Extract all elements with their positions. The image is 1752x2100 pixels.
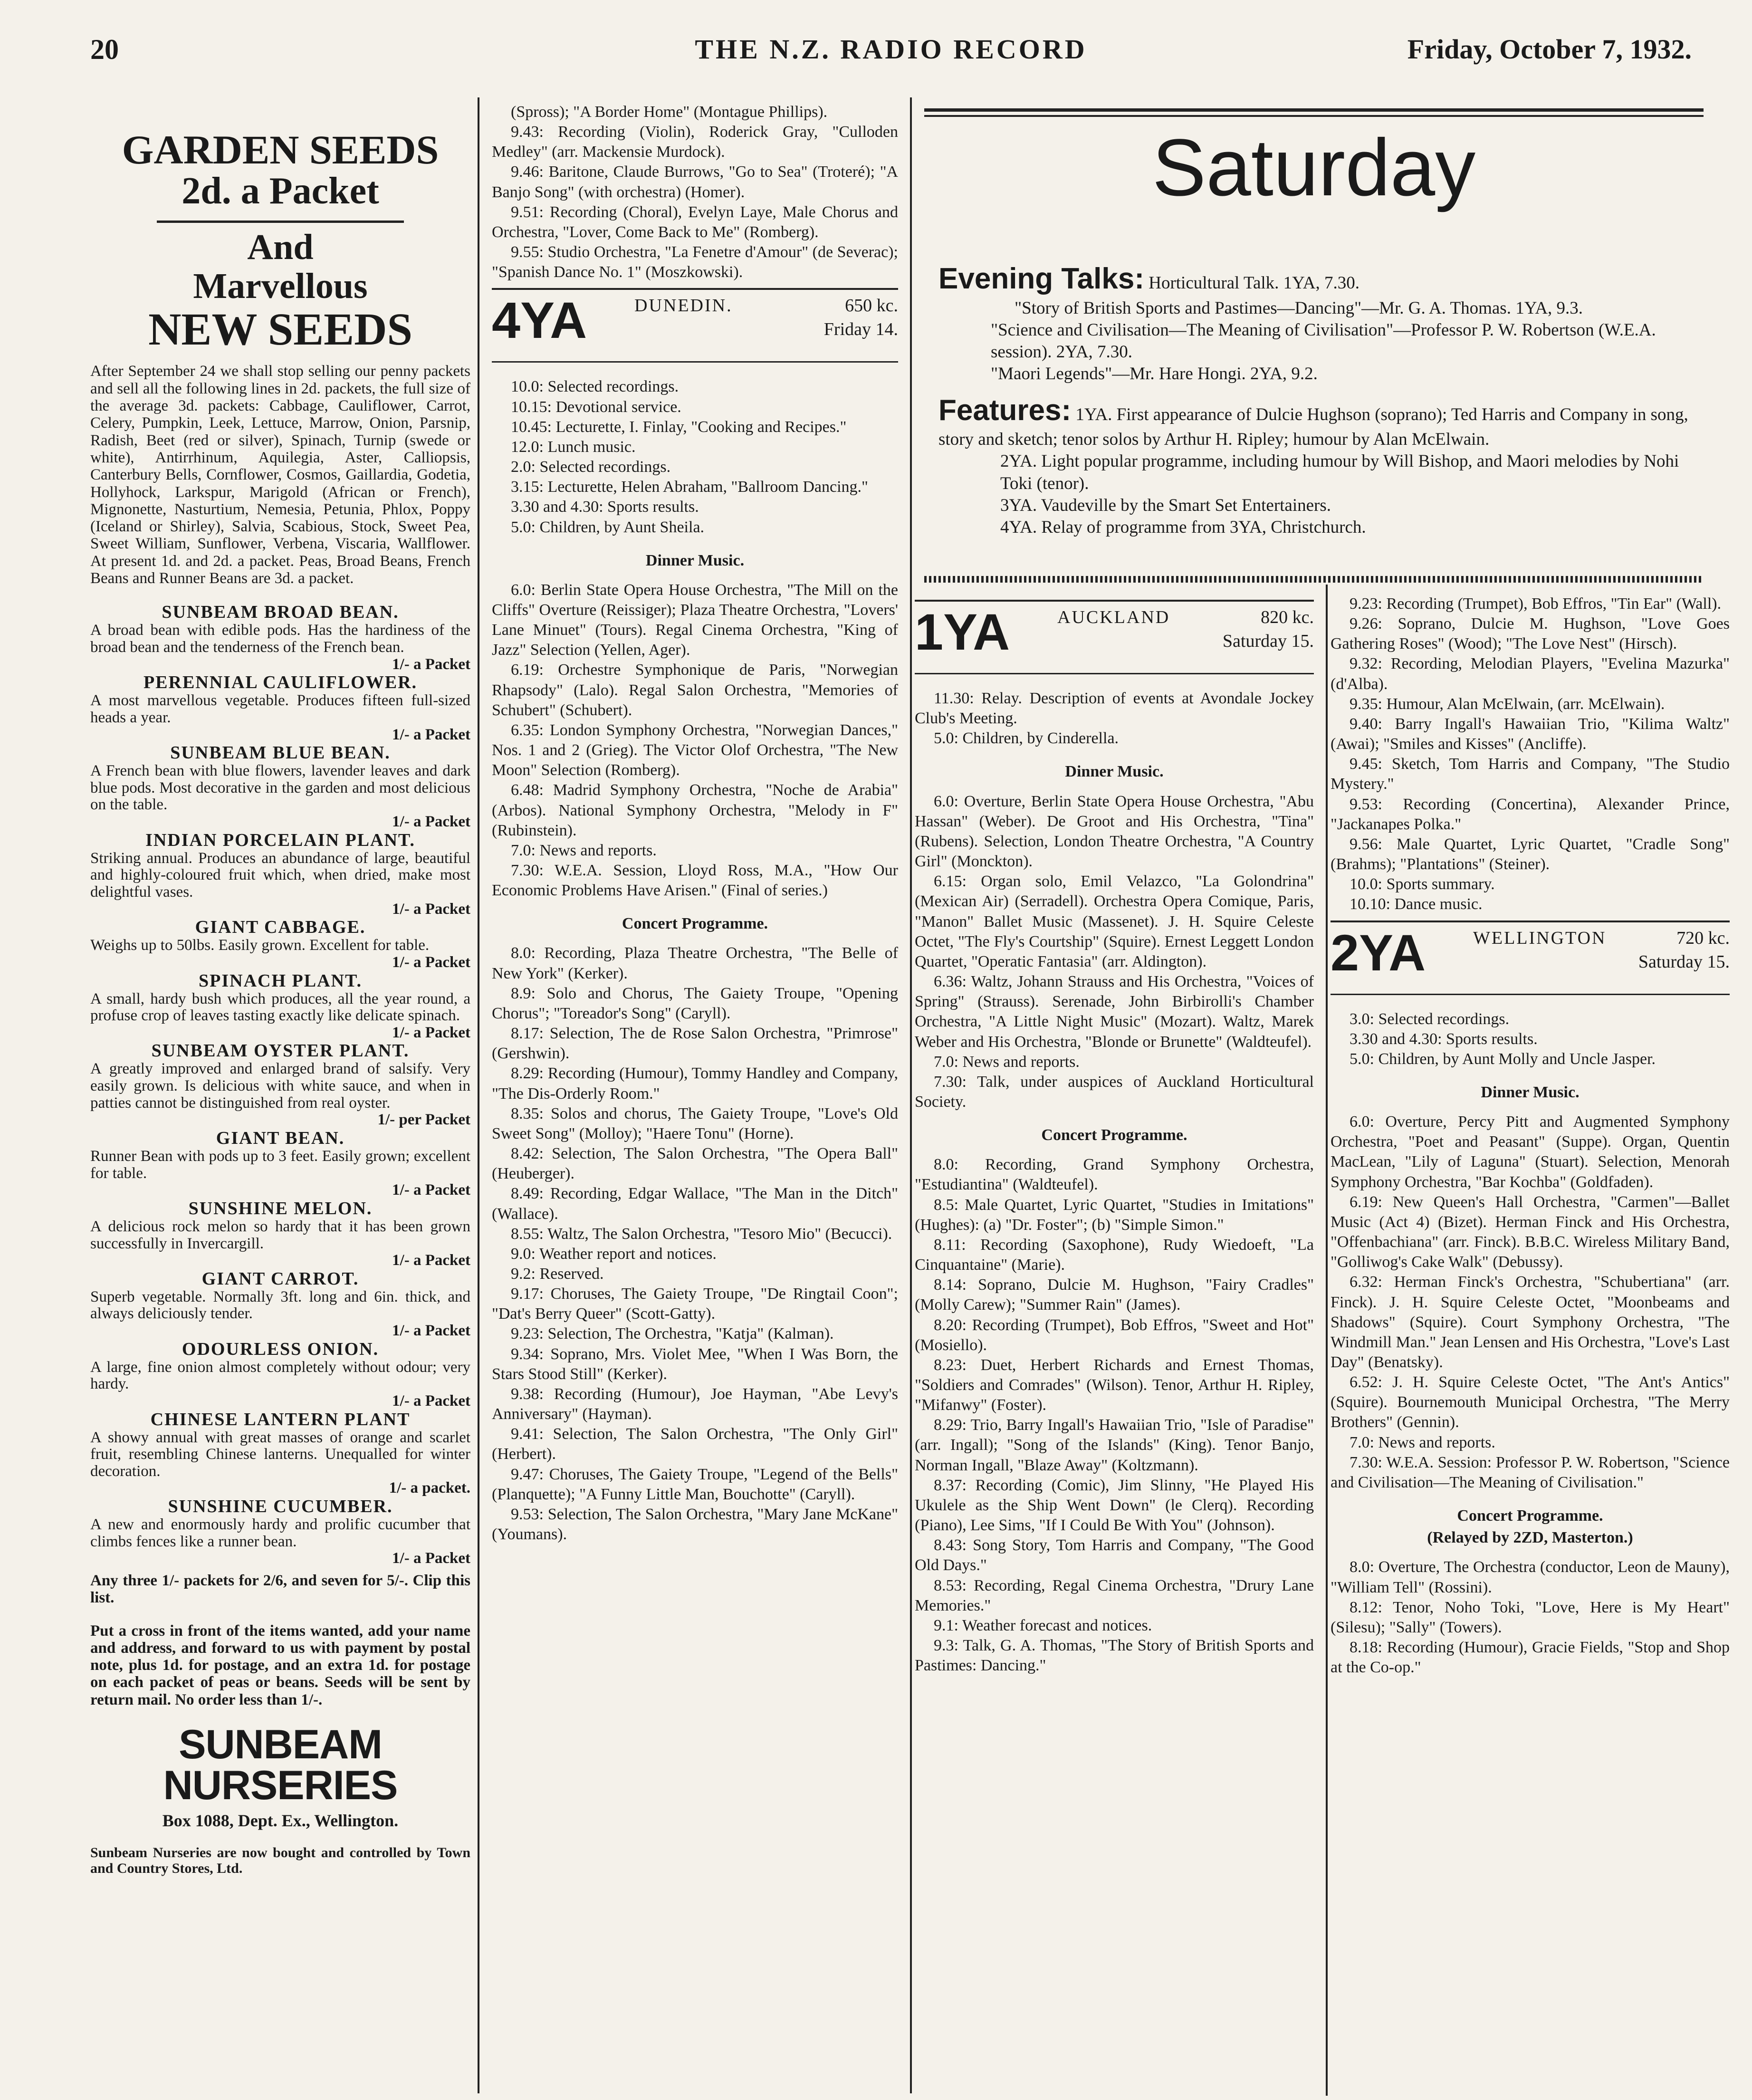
product-price: 1/- a Packet [392,953,470,971]
issue-date: Friday, October 7, 1932. [1407,34,1692,65]
concert-listing [492,943,898,1544]
ad-and: And [247,227,314,268]
programme-entry: 9.2: Reserved. [511,1265,604,1283]
programme-entry: 9.55: Studio Orchestra, "La Fenetre d'Amour" (de Severac); "Spanish Dance No. 1" (Moszkowski). [492,243,898,281]
programme-entry: 3.15: Lecturette, Helen Abraham, "Ballroom Dancing." [511,478,868,496]
talk-item: "Maori Legends"—Mr. Hare Hongi. 2YA, 9.2. [991,364,1318,384]
programme-entry: 8.11: Recording (Saxophone), Rudy Wiedoeft, "La Cinquantaine" (Marie). [915,1236,1314,1274]
continued-listing [1331,594,1730,915]
concert-listing [915,1155,1314,1676]
seed-product [90,971,470,1042]
seed-product [90,1410,470,1497]
programme-entry: 10.0: Selected recordings. [511,378,679,396]
seed-product [90,918,470,971]
daytime-listing [915,689,1314,748]
product-name: CHINESE LANTERN PLANT [150,1409,411,1429]
station-header-4ya [492,288,898,363]
programme-entry: 8.0: Recording, Grand Symphony Orchestra, "Estudiantina" (Waldteufel). [915,1156,1314,1194]
station-call-sign: 2YA [1331,923,1426,981]
product-description: A new and enormously hardy and prolific cucumber that climbs fences like a runner bean. [90,1516,470,1550]
programme-entry: 8.35: Solos and chorus, The Gaiety Troupe, "Love's Old Sweet Song" (Molloy); "Haere Tonu" (Horne). [492,1104,898,1142]
saturday-summary [924,108,1704,584]
programme-entry: 10.10: Dance music. [1350,895,1483,913]
programme-entry: 6.48: Madrid Symphony Orchestra, "Noche de Arabia" (Arbos). National Symphony Orchestra, "Melody in F" (Rubinstein). [492,781,898,839]
programme-entry: 5.0: Children, by Aunt Molly and Uncle Jasper. [1350,1050,1656,1068]
programme-entry: 8.9: Solo and Chorus, The Gaiety Troupe, "Opening Chorus"; "Toreador's Song" (Caryll). [492,984,898,1022]
concert-listing [1331,1557,1730,1678]
programme-entry: (Spross); "A Border Home" (Montague Phillips). [511,103,828,121]
seed-advertisement [90,119,470,2096]
company-name: SUNBEAM NURSERIES [163,1722,398,1809]
programme-entry: 9.41: Selection, The Salon Orchestra, "The Only Girl" (Herbert). [492,1425,898,1463]
seed-product [90,603,470,673]
product-name: ODOURLESS ONION. [182,1339,379,1359]
programme-entry: 9.46: Baritone, Claude Burrows, "Go to Sea" (Troteré); "A Banjo Song" (with orchestra) (Homer). [492,163,898,201]
product-name: SUNSHINE CUCUMBER. [168,1496,393,1517]
product-name: PERENNIAL CAULIFLOWER. [143,672,418,693]
programme-entry: 6.35: London Symphony Orchestra, "Norwegian Dances," Nos. 1 and 2 (Grieg). The Victor Olof Orchestra, "The New Moon" Selection (Romberg). [492,721,898,779]
seed-product [90,1199,470,1269]
programme-entry: 6.32: Herman Finck's Orchestra, "Schubertiana" (arr. Finck). J. H. Squire Celeste Octet, "Moonbeams and Shadows" (Squire). Court Symphony Orchestra, "The Windmill Man." Jean Lensen and His Orchestra, "Love's Last Day" (Benatsky). [1331,1273,1730,1371]
programme-entry: 6.15: Organ solo, Emil Velazco, "La Golondrina" (Mexican Air) (Serradell). Orchestra Opera Comique, Paris, "Manon" Ballet Music (Massenet). J. H. Squire Celeste Octet, "The Fly's Courtship" (Squire). Ernest Leggett London Quartet, "Operatic Fantasia" (arr. Aldington). [915,873,1314,970]
page-number: 20 [90,34,119,65]
programme-entry: 6.0: Overture, Percy Pitt and Augmented Symphony Orchestra, "Poet and Peasant" (Suppe). Organ, Quentin MacLean, "Lily of Laguna" (Stuart). Selection, Menorah Symphony Orchestra, "Bar Kochba" (Goldfaden). [1331,1113,1730,1191]
rule [924,115,1704,117]
programme-entry: 6.0: Overture, Berlin State Opera House Orchestra, "Abu Hassan" (Weber). De Groot and His Orchestra, "Tina" (Rubens). Selection, London Theatre Orchestra, "A Country Girl" (Monckton). [915,792,1314,871]
dinner-listing [492,580,898,901]
product-name: SUNBEAM BLUE BEAN. [170,743,391,763]
ad-offer: Any three 1/- packets for 2/6, and seven for 5/-. Clip this list. [90,1572,470,1607]
programme-entry: 8.49: Recording, Edgar Wallace, "The Man in the Ditch" (Wallace). [492,1185,898,1223]
talk-item: Horticultural Talk. 1YA, 7.30. [1149,273,1359,293]
section-heading: Dinner Music. [645,551,745,569]
product-description: Runner Bean with pods up to 3 feet. Easily grown; excellent for table. [90,1147,470,1182]
station-call-sign: 1YA [915,603,1010,661]
talks-and-features [938,260,1699,538]
feature-item: 1YA. First appearance of Dulcie Hughson (soprano); Ted Harris and Company in song, story and sketch; tenor solos by Arthur H. Ripley; humour by Alan McElwain. [938,404,1688,449]
product-price: 1/- a Packet [392,1181,470,1199]
product-price: 1/- a Packet [392,1550,470,1567]
programme-entry: 3.0: Selected recordings. [1350,1010,1510,1028]
programme-entry: 10.45: Lecturette, I. Finlay, "Cooking and Recipes." [511,418,847,436]
product-description: A large, fine onion almost completely without odour; very hardy. [90,1358,470,1393]
programme-entry: 9.32: Recording, Melodian Players, "Evelina Mazurka" (d'Alba). [1331,655,1730,693]
programme-entry: 9.53: Recording (Concertina), Alexander Prince, "Jackanapes Polka." [1331,795,1730,833]
programme-entry: 6.36: Waltz, Johann Strauss and His Orchestra, "Voices of Spring" (Strauss). Serenade, John Birbirolli's Chamber Orchestra, "A Little Night Music" (Mozart). Waltz, Marek Weber and His Orchestra, "Blonde or Brunette" (Waldteufel). [915,973,1314,1051]
programme-entry: 6.0: Berlin State Opera House Orchestra, "The Mill on the Cliffs" Overture (Reissiger); Plaza Theatre Orchestra, "Lovers' Lane Minuet" (Tours). Regal Cinema Orchestra, "King of Jazz" Selection (Yellen, Ager). [492,581,898,659]
seed-product [90,673,470,743]
column-rule [478,97,479,2093]
programme-entry: 9.51: Recording (Choral), Evelyn Laye, Male Chorus and Orchestra, "Lover, Come Back to Me" (Romberg). [492,203,898,241]
programme-entry: 8.29: Trio, Barry Ingall's Hawaiian Trio, "Isle of Paradise" (arr. Ingall); "Song of the Islands" (King). Tenor Banjo, Norman Ingall, "Blaze Away" (Koltzmann). [915,1416,1314,1474]
programme-entry: 7.30: W.E.A. Session: Professor P. W. Robertson, "Science and Civilisation—The Meaning of Civilisation." [1331,1453,1730,1491]
page-header [90,33,1692,71]
product-description: Superb vegetable. Normally 3ft. long and 6in. thick, and always deliciously tender. [90,1288,470,1323]
talk-item: "Science and Civilisation—The Meaning of Civilisation"—Professor P. W. Robertson (W.E.A. session). 2YA, 7.30. [991,320,1656,362]
programme-entry: 8.12: Tenor, Noho Toki, "Love, Here is My Heart" (Silesu); "Sally" (Towers). [1331,1598,1730,1636]
programme-entry: 9.35: Humour, Alan McElwain, (arr. McElwain). [1350,695,1665,713]
product-description: A French bean with blue flowers, lavender leaves and dark blue pods. Most decorative in the garden and most delicious on the table. [90,762,470,814]
programme-entry: 8.42: Selection, The Salon Orchestra, "The Opera Ball" (Heuberger). [492,1145,898,1183]
programme-entry: 8.37: Recording (Comic), Jim Slinny, "He Played His Ukulele as the Ship Went Down" (le Clerq). Recording (Piano), Lee Sims, "If I Could Be With You" (Johnson). [915,1476,1314,1534]
product-description: A broad bean with edible pods. Has the hardiness of the broad bean and the tenderness of the French bean. [90,622,470,656]
programme-entry: 8.0: Overture, The Orchestra (conductor, Leon de Mauny), "William Tell" (Rossini). [1331,1558,1730,1596]
product-description: A most marvellous vegetable. Produces fifteen full-sized heads a year. [90,692,470,726]
feature-item: 3YA. Vaudeville by the Smart Set Entertainers. [1000,495,1331,515]
column-1ya [915,594,1314,2093]
programme-entry: 8.17: Selection, The de Rose Salon Orchestra, "Primrose" (Gershwin). [492,1025,898,1063]
programme-entry: 9.0: Weather report and notices. [511,1245,717,1263]
product-price: 1/- a Packet [392,655,470,673]
ad-headline: GARDEN SEEDS [122,127,439,173]
programme-entry: 6.52: J. H. Squire Celeste Octet, "The Ant's Antics" (Squire). Bournemouth Municipal Orchestra, "The Merry Brothers" (Gennin). [1331,1373,1730,1431]
station-frequency: 650 kc. [845,296,898,316]
product-price: 1/- a Packet [392,900,470,918]
product-name: SUNBEAM OYSTER PLANT. [151,1041,410,1061]
programme-entry: 5.0: Children, by Aunt Sheila. [511,518,705,536]
station-frequency: 820 kc. [1261,607,1314,627]
product-name: SPINACH PLANT. [199,970,362,991]
programme-entry: 7.0: News and reports. [1350,1433,1495,1451]
programme-entry: 9.45: Sketch, Tom Harris and Company, "The Studio Mystery." [1331,755,1730,793]
dinner-listing [1331,1112,1730,1493]
programme-entry: 9.53: Selection, The Salon Orchestra, "Mary Jane McKane" (Youmans). [492,1505,898,1543]
programme-entry: 3.30 and 4.30: Sports results. [1350,1030,1538,1048]
ad-new-seeds: NEW SEEDS [148,303,412,355]
programme-entry: 9.23: Recording (Trumpet), Bob Effros, "Tin Ear" (Wall). [1350,595,1722,613]
programme-entry: 7.30: Talk, under auspices of Auckland Horticultural Society. [915,1073,1314,1111]
programme-entry: 8.23: Duet, Herbert Richards and Ernest Thomas, "Soldiers and Comrades" (Wilson). Tenor, Arthur H. Ripley, "Mifanwy" (Foster). [915,1356,1314,1414]
section-heading: Concert Programme. [1041,1126,1187,1144]
company-address: Box 1088, Dept. Ex., Wellington. [162,1811,399,1831]
programme-entry: 8.20: Recording (Trumpet), Bob Effros, "Sweet and Hot" (Mosiello). [915,1316,1314,1354]
rule [924,108,1704,112]
station-call-sign: 4YA [492,291,587,349]
product-description: A greatly improved and enlarged brand of salsify. Very easily grown. Is delicious with white sauce, and when in patties cannot be distinguished from real oyster. [90,1060,470,1112]
programme-entry: 9.56: Male Quartet, Lyric Quartet, "Cradle Song" (Brahms); "Plantations" (Steiner). [1331,835,1730,873]
product-name: SUNSHINE MELON. [188,1198,373,1218]
station-header-2ya [1331,921,1730,995]
programme-entry: 6.19: Orchestre Symphonique de Paris, "Norwegian Rhapsody" (Lalo). Regal Salon Orchestra, "Memories of Schubert" (Schubert). [492,661,898,719]
programme-entry: 8.5: Male Quartet, Lyric Quartet, "Studies in Imitations" (Hughes): (a) "Dr. Foster"; (b) "Simple Simon." [915,1196,1314,1234]
programme-entry: 9.47: Choruses, The Gaiety Troupe, "Legend of the Bells" (Planquette); "A Funny Little Man, Bouchotte" (Caryll). [492,1465,898,1503]
section-heading: Dinner Music. [1065,763,1164,781]
station-city: AUCKLAND [1057,607,1170,627]
seed-product [90,1129,470,1199]
product-name: GIANT BEAN. [216,1128,345,1148]
seed-product [90,1041,470,1129]
product-price: 1/- per Packet [377,1111,470,1129]
programme-entry: 8.18: Recording (Humour), Gracie Fields, "Stop and Shop at the Co-op." [1331,1639,1730,1677]
product-description: Striking annual. Produces an abundance of large, beautiful and highly-coloured fruit which, when dried, make most delightful vases. [90,849,470,901]
product-name: GIANT CARROT. [201,1268,359,1289]
ad-order-instructions: Put a cross in front of the items wanted, add your name and address, and forward to us with payment by postal note, plus 1d. for postage, and an extra 1d. for postage on each packet of peas or beans. Seeds will be sent by return mail. No order less than 1/-. [90,1622,470,1708]
product-name: INDIAN PORCELAIN PLANT. [145,830,415,850]
product-price: 1/- a Packet [392,1252,470,1269]
section-heading: Dinner Music. [1481,1083,1580,1101]
product-price: 1/- a Packet [392,726,470,743]
product-name: GIANT CABBAGE. [195,917,366,938]
programme-entry: 8.0: Recording, Plaza Theatre Orchestra, "The Belle of New York" (Kerker). [492,944,898,982]
programme-entry: 9.1: Weather forecast and notices. [934,1616,1152,1634]
dashed-rule [924,576,1704,583]
station-city: WELLINGTON [1473,928,1607,948]
section-subheading: (Relayed by 2ZD, Masterton.) [1427,1529,1633,1547]
seed-product [90,1497,470,1567]
ad-price-headline: 2d. a Packet [182,170,379,212]
programme-entry: 8.29: Recording (Humour), Tommy Handley and Company, "The Dis-Orderly Room." [492,1064,898,1103]
programme-entry: 8.55: Waltz, The Salon Orchestra, "Tesoro Mio" (Becucci). [511,1225,892,1243]
programme-entry: 8.53: Recording, Regal Cinema Orchestra, "Drury Lane Memories." [915,1576,1314,1614]
station-header-1ya [915,600,1314,674]
product-price: 1/- a packet. [389,1479,470,1497]
ad-marvellous: Marvellous [193,266,368,306]
programme-entry: 3.30 and 4.30: Sports results. [511,498,699,516]
ad-divider [157,221,404,223]
section-heading: Concert Programme. [622,915,768,933]
programme-entry: 9.17: Choruses, The Gaiety Troupe, "De Ringtail Coon"; "Dat's Berry Queer" (Scott-Gatty). [492,1285,898,1323]
programme-entry: 7.0: News and reports. [934,1053,1080,1071]
product-price: 1/- a Packet [392,1024,470,1041]
product-name: SUNBEAM BROAD BEAN. [162,602,399,623]
seed-product [90,1269,470,1340]
talks-label: Evening Talks: [938,262,1144,295]
programme-entry: 9.3: Talk, G. A. Thomas, "The Story of British Sports and Pastimes: Dancing." [915,1637,1314,1675]
feature-item: 2YA. Light popular programme, including humour by Will Bishop, and Maori melodies by Nohi Toki (tenor). [1000,451,1679,493]
station-day: Friday 14. [823,319,898,340]
seed-product [90,743,470,831]
product-description: Weighs up to 50lbs. Easily grown. Excellent for table. [90,937,430,954]
column-2ya [1331,594,1730,2093]
station-city: DUNEDIN. [634,296,733,316]
programme-entry: 9.40: Barry Ingall's Hawaiian Trio, "Kilima Waltz" (Awai); "Smiles and Kisses" (Ancliffe). [1331,715,1730,753]
section-heading: Concert Programme. [1457,1507,1603,1525]
talk-item: "Story of British Sports and Pastimes—Dancing"—Mr. G. A. Thomas. 1YA, 9.3. [1015,298,1583,318]
programme-entry: 9.38: Recording (Humour), Joe Hayman, "Abe Levy's Anniversary" (Hayman). [492,1385,898,1423]
programme-entry: 5.0: Children, by Cinderella. [934,729,1119,748]
programme-entry: 9.34: Soprano, Mrs. Violet Mee, "When I Was Born, the Stars Stood Still" (Kerker). [492,1345,898,1383]
column-4ya [492,102,898,2093]
ad-item-list [90,603,470,1567]
programme-entry: 9.23: Selection, The Orchestra, "Katja" (Kalman). [511,1325,834,1343]
seed-product [90,1340,470,1410]
programme-entry: 8.43: Song Story, Tom Harris and Company, "The Good Old Days." [915,1536,1314,1574]
feature-item: 4YA. Relay of programme from 3YA, Christchurch. [1000,518,1366,537]
programme-entry: 7.0: News and reports. [511,841,657,859]
seed-product [90,831,470,918]
product-price: 1/- a Packet [392,1392,470,1410]
programme-entry: 11.30: Relay. Description of events at Avondale Jockey Club's Meeting. [915,690,1314,728]
programme-entry: 8.14: Soprano, Dulcie M. Hughson, "Fairy Cradles" (Molly Carew); "Summer Rain" (James). [915,1276,1314,1314]
programme-entry: 2.0: Selected recordings. [511,458,671,476]
daytime-listing [1331,1009,1730,1069]
product-price: 1/- a Packet [392,813,470,831]
programme-entry: 10.15: Devotional service. [511,398,681,416]
column-rule [910,97,912,2093]
daytime-listing [492,377,898,537]
day-title: Saturday [1152,123,1476,213]
station-day: Saturday 15. [1222,631,1314,651]
dinner-listing [915,792,1314,1112]
ad-intro: After September 24 we shall stop selling our penny packets and sell all the following lines in 2d. packets, the full size of the average 3d. packets: Cabbage, Cauliflower, Carrot, Celery, Pumpkin, Leek, Lettuce, Marrow, Onion, Parsnip, Radish, Beet (red or silver), Spinach, Turnip (swede or white), Antirrhinum, Aquilegia, Aster, Calliopsis, Canterbury Bells, Cornflower, Cosmos, Gaillardia, Godetia, Hollyhock, Larkspur, Marigold (African or French), Mignonette, Nasturtium, Nemesia, Petunia, Phlox, Poppy (Iceland or Shirley), Salvia, Scabious, Stock, Sweet Pea, Sweet William, Sunflower, Verbena, Viscaria, Wallflower. At present 1d. and 2d. a packet. Peas, Broad Beans, French Beans and Runner Beans are 3d. a packet. [90,363,470,587]
features-label: Features: [938,393,1072,427]
product-description: A small, hardy bush which produces, all the year round, a profuse crop of leaves tasting exactly like delicate spinach. [90,990,470,1025]
product-price: 1/- a Packet [392,1322,470,1340]
programme-entry: 6.19: New Queen's Hall Orchestra, "Carmen"—Ballet Music (Act 4) (Bizet). Herman Finck and His Orchestra, "Offenbachiana" (arr. Finck). B.B.C. Wireless Military Band, "Golliwog's Cake Walk" (Debussy). [1331,1193,1730,1271]
product-description: A delicious rock melon so hardy that it has been grown successfully in Invercargill. [90,1218,470,1252]
station-day: Saturday 15. [1638,951,1730,972]
programme-entry: 12.0: Lunch music. [511,438,636,456]
programme-entry: 10.0: Sports summary. [1350,875,1495,893]
programme-entry: 7.30: W.E.A. Session, Lloyd Ross, M.A., "How Our Economic Problems Have Arisen." (Final of series.) [492,862,898,900]
ad-fine-print: Sunbeam Nurseries are now bought and controlled by Town and Country Stores, Ltd. [90,1845,470,1877]
continued-listing [492,102,898,282]
station-frequency: 720 kc. [1676,928,1730,948]
column-rule [1326,585,1328,2096]
programme-entry: 9.26: Soprano, Dulcie M. Hughson, "Love Goes Gathering Roses" (Wood); "The Love Nest" (Hirsch). [1331,615,1730,653]
product-description: A showy annual with great masses of orange and scarlet fruit, resembling Chinese lanterns. Unequalled for winter decoration. [90,1429,470,1480]
publication-title: THE N.Z. RADIO RECORD [695,34,1087,65]
programme-entry: 9.43: Recording (Violin), Roderick Gray, "Culloden Medley" (arr. Mackensie Murdock). [492,123,898,161]
